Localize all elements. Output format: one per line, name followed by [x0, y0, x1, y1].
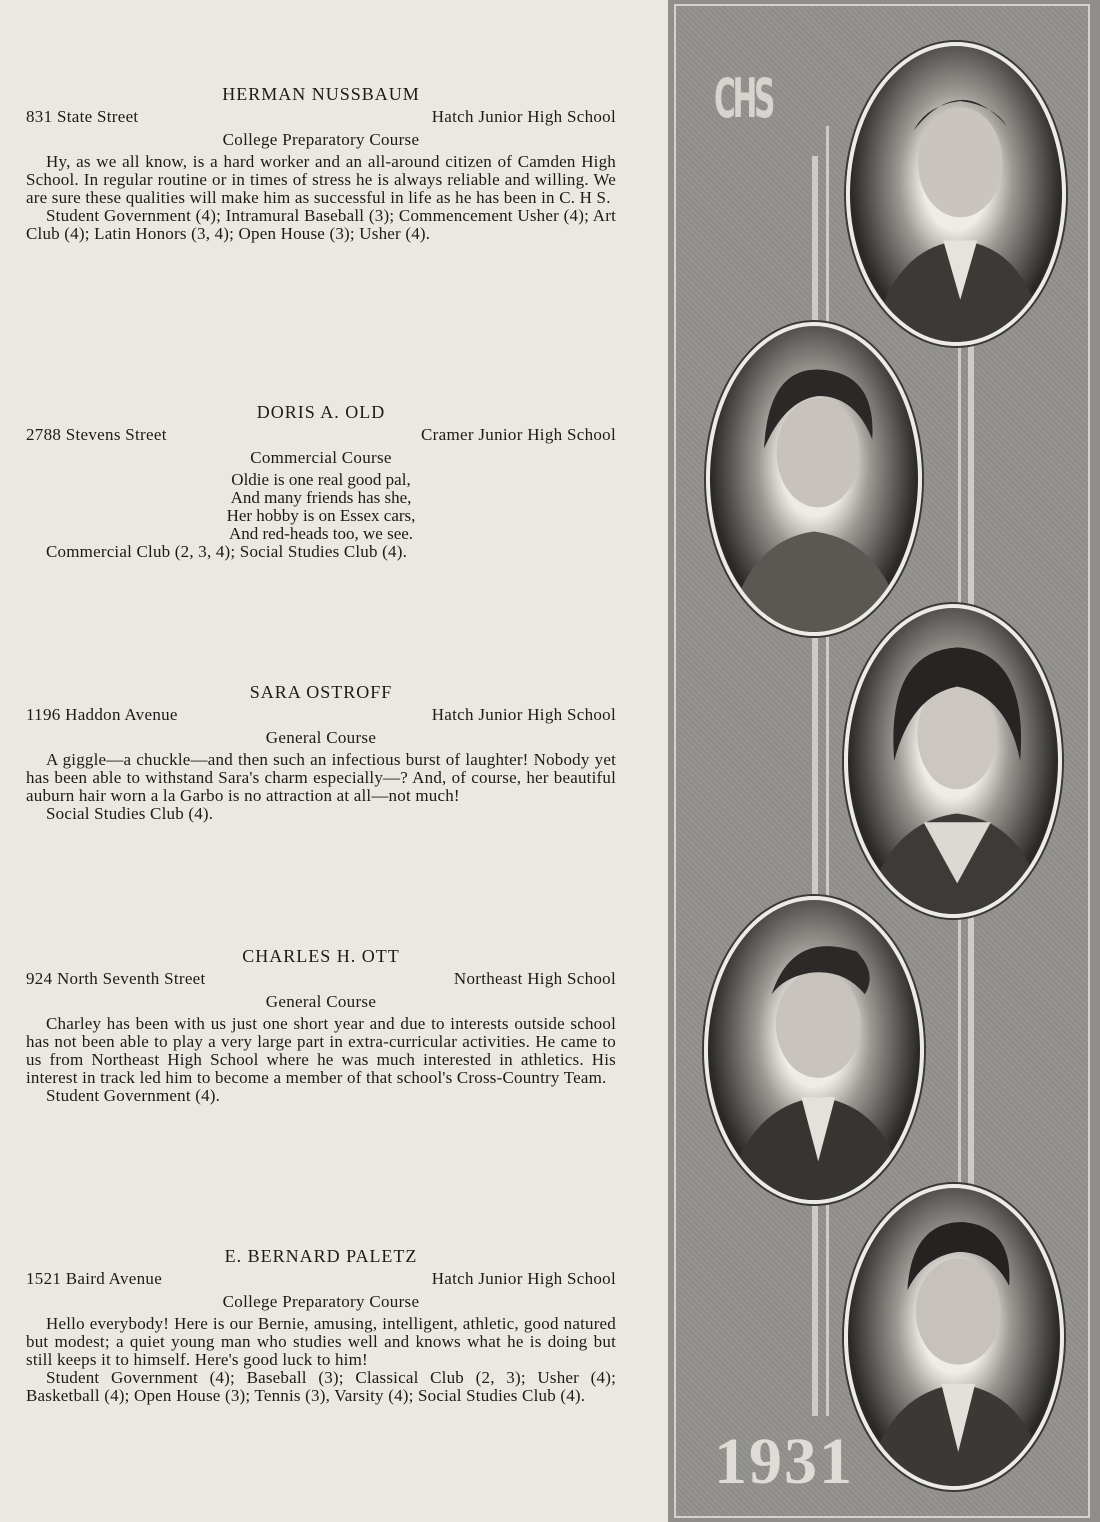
previous-school: Cramer Junior High School [421, 425, 616, 444]
address-line [26, 425, 616, 447]
address-line [26, 107, 616, 129]
activities-text: Student Government (4). [46, 1086, 221, 1105]
student-name: SARA OSTROFF [249, 682, 393, 702]
biography-text: Hello everybody! Here is our Bernie, amusing, intelligent, athletic, good natured but modest; a quiet young man who studies well and knows what he is doing but still keeps it to himself. Here's good luck to him! [26, 1314, 616, 1369]
verse-line: Her hobby is on Essex cars, [226, 506, 416, 525]
activities-text: Commercial Club (2, 3, 4); Social Studies Club (4). [46, 542, 408, 561]
street-address: 831 State Street [26, 107, 139, 126]
biography-text: Hy, as we all know, is a hard worker and an all-around citizen of Camden High School. In regular routine or in times of stress he is always reliable and willing. We are sure these qualities will make him as successful in life as he has been in C. H S. [26, 152, 616, 207]
course-name: College Preparatory Course [222, 1292, 420, 1311]
student-name: CHARLES H. OTT [242, 946, 400, 966]
course-name: College Preparatory Course [222, 130, 420, 149]
decorative-stripe [826, 126, 829, 1416]
portrait-photo-paletz [844, 1184, 1064, 1490]
senior-entry-paletz [26, 1246, 616, 1405]
school-monogram: CHS [714, 67, 773, 130]
class-year: 1931 [714, 1425, 854, 1498]
previous-school: Hatch Junior High School [431, 107, 616, 126]
address-line [26, 969, 616, 991]
verse [26, 471, 616, 543]
address-line [26, 705, 616, 727]
verse-line: Oldie is one real good pal, [231, 470, 411, 489]
portrait-silhouette-icon [848, 1188, 1060, 1486]
student-name: E. BERNARD PALETZ [224, 1246, 418, 1266]
course-name: Commercial Course [250, 448, 392, 467]
course-name: General Course [265, 728, 377, 747]
photo-panel [668, 0, 1100, 1522]
previous-school: Hatch Junior High School [431, 705, 616, 724]
activities-text: Social Studies Club (4). [46, 804, 214, 823]
verse-line: And many friends has she, [230, 488, 412, 507]
street-address: 2788 Stevens Street [26, 425, 167, 444]
verse-line: And red-heads too, we see. [228, 524, 414, 543]
activities-text: Student Government (4); Intramural Baseball (3); Commencement Usher (4); Art Club (4); Latin Honors (3, 4); Open House (3); Usher (4). [26, 206, 616, 243]
course-name: General Course [265, 992, 377, 1011]
senior-entry-ott [26, 946, 616, 1105]
portrait-photo-old [706, 322, 922, 636]
portrait-photo-ott [704, 896, 924, 1204]
portrait-silhouette-icon [708, 900, 920, 1200]
senior-entry-nussbaum [26, 84, 616, 243]
street-address: 1196 Haddon Avenue [26, 705, 178, 724]
student-name: DORIS A. OLD [256, 402, 386, 422]
street-address: 1521 Baird Avenue [26, 1269, 163, 1288]
portrait-silhouette-icon [848, 608, 1058, 914]
student-name: HERMAN NUSSBAUM [222, 84, 420, 104]
address-line [26, 1269, 616, 1291]
portrait-silhouette-icon [710, 326, 918, 632]
portrait-photo-nussbaum [846, 42, 1066, 346]
street-address: 924 North Seventh Street [26, 969, 206, 988]
portrait-photo-ostroff [844, 604, 1062, 918]
previous-school: Hatch Junior High School [431, 1269, 616, 1288]
biography-text: A giggle—a chuckle—and then such an infectious burst of laughter! Nobody yet has been able to withstand Sara's charm especially—? And, of course, her beautiful auburn hair worn a la Garbo is no attraction at all—not much! [26, 750, 616, 805]
biography-text: Charley has been with us just one short year and due to interests outside school has not been able to play a very large part in extra-curricular activities. He came to us from Northeast High School where he was much interested in athletics. His interest in track led him to become a member of that school's Cross-Country Team. [26, 1014, 616, 1087]
senior-entry-ostroff [26, 682, 616, 823]
activities-text: Student Government (4); Baseball (3); Classical Club (2, 3); Usher (4); Basketball (4); Open House (3); Tennis (3), Varsity (4); Social Studies Club (4). [26, 1368, 616, 1405]
portrait-silhouette-icon [850, 46, 1062, 342]
senior-entry-old [26, 402, 616, 561]
previous-school: Northeast High School [453, 969, 616, 988]
